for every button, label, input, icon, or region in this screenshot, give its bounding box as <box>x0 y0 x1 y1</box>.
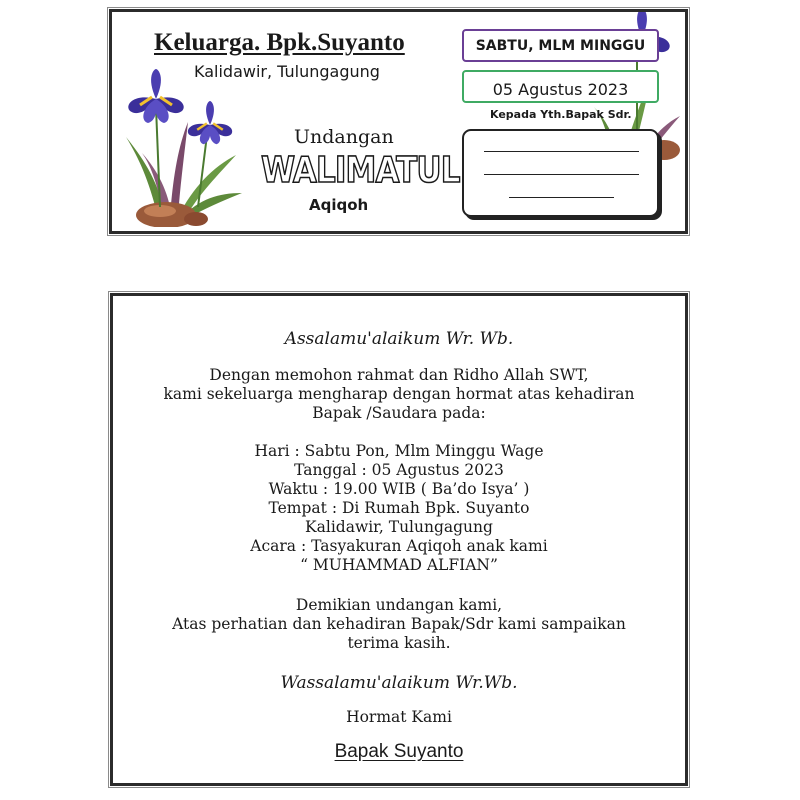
date-label-box <box>462 70 659 103</box>
day-label: SABTU, MLM MINGGU <box>475 37 646 54</box>
envelope-cover-card <box>109 9 688 234</box>
event-subtitle: Aqiqoh <box>309 196 369 214</box>
day-label-box <box>462 29 659 62</box>
signature: Bapak Suyanto <box>334 741 464 762</box>
detail-event: Acara : Tasyakuran Aqiqoh anak kami <box>250 537 548 555</box>
recipient-label: Kepada Yth.Bapak Sdr. <box>490 108 632 121</box>
event-title: WALIMATUL <box>261 150 460 191</box>
invitation-letter-card <box>110 293 688 786</box>
address-line <box>509 197 614 198</box>
detail-place: Tempat : Di Rumah Bpk. Suyanto <box>268 499 530 517</box>
iris-flower-illustration-left <box>118 67 248 227</box>
closing-line: Demikian undangan kami, <box>295 596 503 614</box>
detail-time: Waktu : 19.00 WIB ( Ba’do Isya’ ) <box>268 480 530 498</box>
intro-line: Bapak /Saudara pada: <box>312 404 486 422</box>
recipient-address-box <box>462 129 659 217</box>
detail-day: Hari : Sabtu Pon, Mlm Minggu Wage <box>254 442 544 460</box>
intro-line: Dengan memohon rahmat dan Ridho Allah SWT, <box>209 366 589 384</box>
detail-place-city: Kalidawir, Tulungagung <box>305 518 493 536</box>
family-title: Keluarga. Bpk.Suyanto <box>154 29 405 56</box>
detail-date: Tanggal : 05 Agustus 2023 <box>294 461 504 479</box>
address-line <box>484 151 639 152</box>
regards: Hormat Kami <box>346 708 452 726</box>
closing-line: Atas perhatian dan kehadiran Bapak/Sdr kami sampaikan <box>172 615 626 633</box>
detail-child-name: “ MUHAMMAD ALFIAN” <box>300 556 498 574</box>
farewell: Wassalamu'alaikum Wr.Wb. <box>280 673 518 693</box>
intro-line: kami sekeluarga mengharap dengan hormat atas kehadiran <box>163 385 635 403</box>
family-location: Kalidawir, Tulungagung <box>194 62 380 81</box>
closing-line: terima kasih. <box>347 634 451 652</box>
address-line <box>484 174 639 175</box>
invitation-label: Undangan <box>294 126 394 148</box>
greeting: Assalamu'alaikum Wr. Wb. <box>284 329 514 349</box>
date-label: 05 Agustus 2023 <box>492 80 629 99</box>
